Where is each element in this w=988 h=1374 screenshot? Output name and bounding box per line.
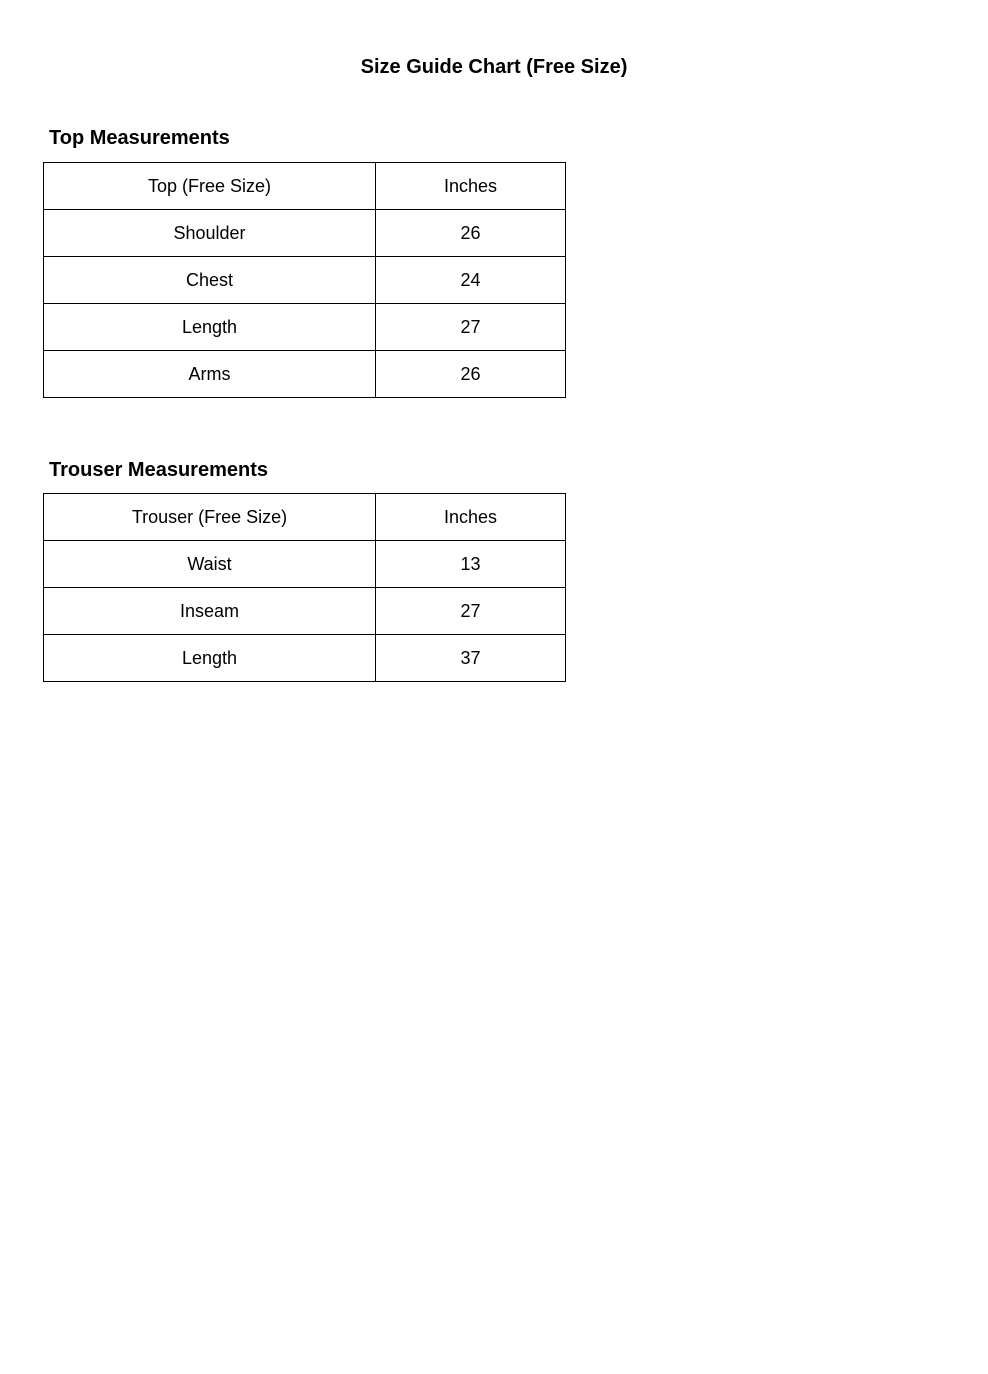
measurement-value: 26 — [376, 351, 566, 398]
table-row — [44, 210, 566, 257]
measurement-value: 13 — [376, 541, 566, 588]
trouser-measurements-table — [43, 493, 566, 682]
table-row — [44, 257, 566, 304]
table-row — [44, 588, 566, 635]
table-row — [44, 304, 566, 351]
column-header-unit: Inches — [376, 163, 566, 210]
table-row — [44, 541, 566, 588]
measurement-value: 26 — [376, 210, 566, 257]
measurement-label: Chest — [44, 257, 376, 304]
measurement-label: Waist — [44, 541, 376, 588]
table-header-row — [44, 163, 566, 210]
measurement-label: Length — [44, 304, 376, 351]
measurement-label: Shoulder — [44, 210, 376, 257]
top-measurements-table — [43, 162, 566, 398]
measurement-value: 24 — [376, 257, 566, 304]
trouser-measurements-heading: Trouser Measurements — [49, 459, 268, 481]
table-row — [44, 635, 566, 682]
document-title: Size Guide Chart (Free Size) — [360, 56, 628, 78]
table-row — [44, 351, 566, 398]
measurement-value: 27 — [376, 588, 566, 635]
measurement-label: Length — [44, 635, 376, 682]
top-measurements-heading: Top Measurements — [49, 127, 230, 149]
measurement-label: Inseam — [44, 588, 376, 635]
column-header-label: Top (Free Size) — [44, 163, 376, 210]
column-header-label: Trouser (Free Size) — [44, 494, 376, 541]
measurement-value: 27 — [376, 304, 566, 351]
column-header-unit: Inches — [376, 494, 566, 541]
table-header-row — [44, 494, 566, 541]
measurement-value: 37 — [376, 635, 566, 682]
measurement-label: Arms — [44, 351, 376, 398]
